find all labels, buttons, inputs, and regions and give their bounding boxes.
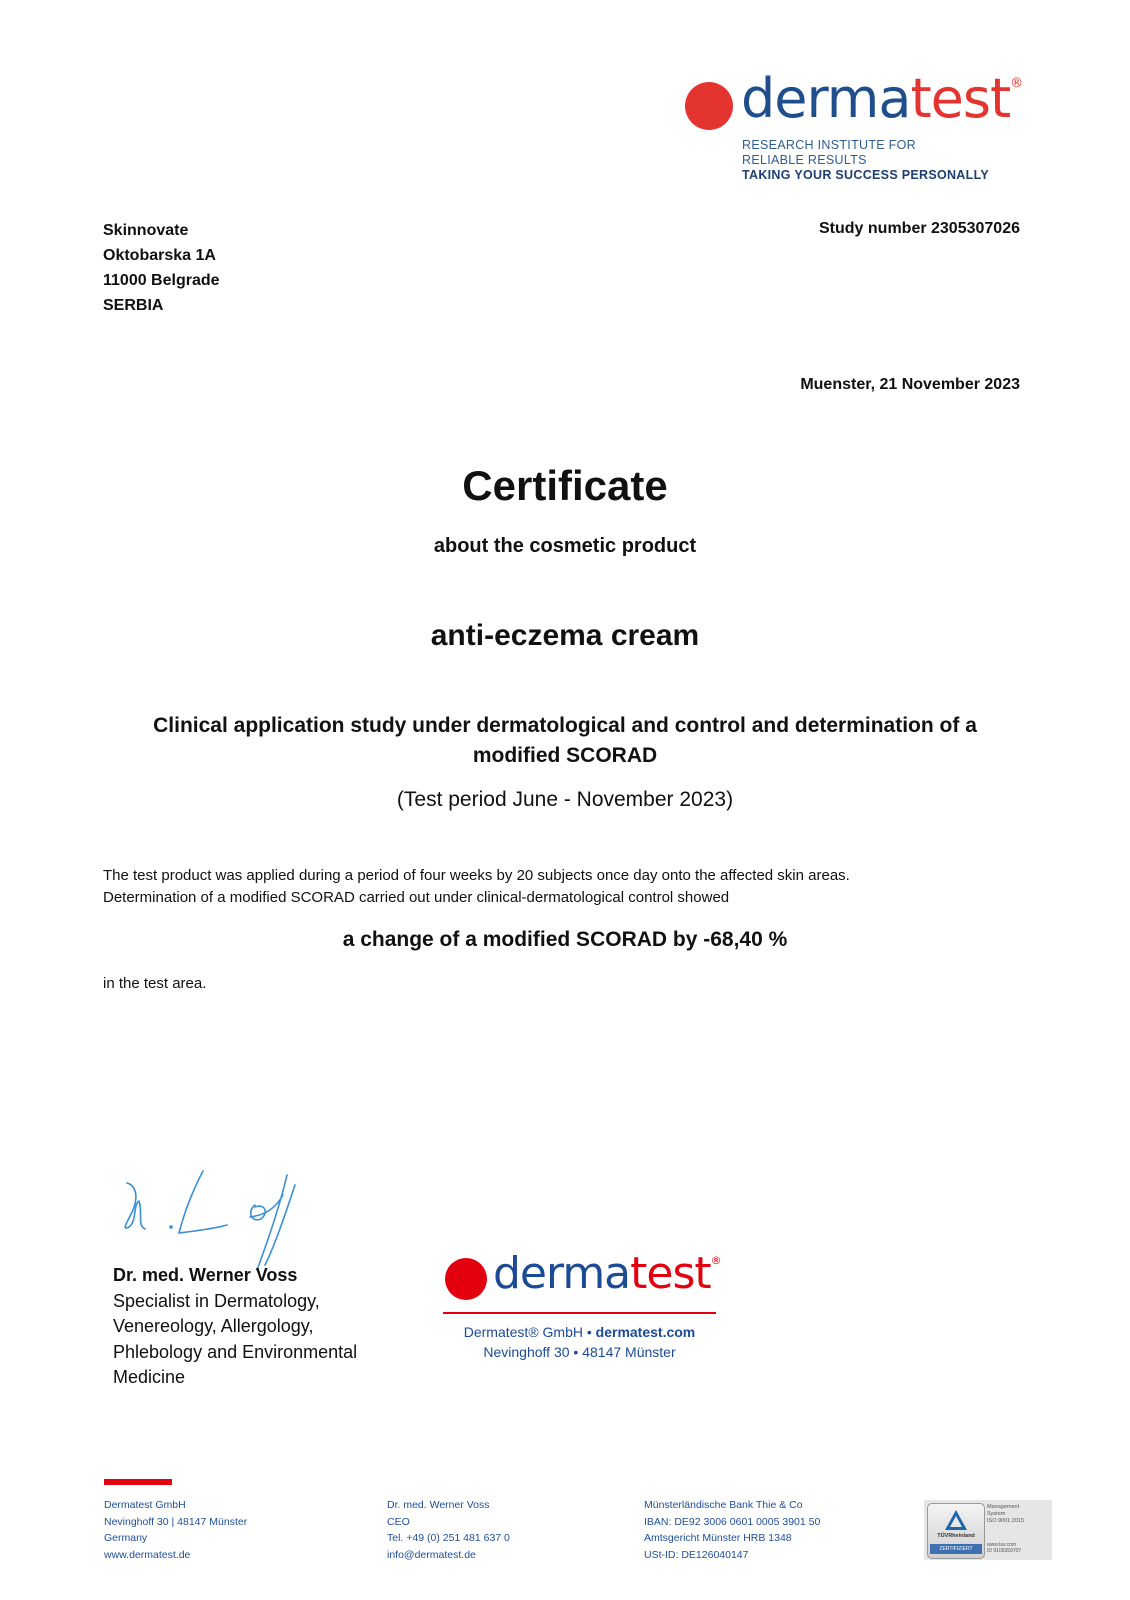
result-statement: a change of a modified SCORAD by -68,40 % [342,928,788,951]
stamp-wordmark: dermatest® [493,1248,721,1299]
product-name: anti-eczema cream [430,619,700,652]
footer-red-bar [104,1479,172,1485]
footer-bank: Münsterländische Bank Thie & Co IBAN: DE92 3006 0601 0005 3901 50 Amtsgericht Münster HRB 1348 USt-ID: DE126040147 [644,1499,821,1561]
company-stamp [443,1248,723,1362]
recipient-address: Skinnovate Oktobarska 1A 11000 Belgrade SERBIA [103,222,220,314]
stamp-red-dot-icon [445,1258,487,1300]
logo-wordmark: dermatest® [741,67,1023,130]
signatory-name: Dr. med. Werner Voss [113,1265,298,1285]
closing-text: in the test area. [103,975,207,992]
footer-ceo: Dr. med. Werner Voss CEO Tel. +49 (0) 251 481 637 0 info@dermatest.de [387,1499,510,1561]
date-line: Muenster, 21 November 2023 [800,376,1020,393]
certificate-subtitle: about the cosmetic product [433,535,697,557]
test-period: (Test period June - November 2023) [396,788,734,811]
study-number: Study number 2305307026 [819,220,1020,237]
stamp-divider [443,1312,716,1314]
stamp-address: Dermatest® GmbH • dermatest.com Nevinghoff 30 • 48147 Münster [463,1324,696,1360]
tuv-triangle-icon [944,1509,968,1531]
handwritten-signature [115,1165,315,1275]
certificate-title: Certificate [462,462,668,509]
study-title: Clinical application study under dermatological and control and determination of a modified SCORAD [153,714,977,767]
dermatest-logo [685,67,1045,188]
tuv-certification-badge: TÜVRheinland ZERTIFIZIERT Management System ISO 9001:2015 www.tuv.com ID 9105059707 [924,1500,1052,1560]
signatory-block: Dr. med. Werner Voss Specialist in Dermatology, Venereology, Allergology, Phlebology and Environmental Medicine [113,1265,358,1387]
logo-red-dot-icon [685,82,733,130]
footer-company: Dermatest GmbH Nevinghoff 30 | 48147 Münster Germany www.dermatest.de [104,1499,248,1561]
certificate-body: The test product was applied during a period of four weeks by 20 subjects once day onto the affected skin areas. Determination of a modified SCORAD carried out under clinical-dermatological control showed [103,867,850,906]
logo-tagline: RESEARCH INSTITUTE FOR RELIABLE RESULTS TAKING YOUR SUCCESS PERSONALLY [742,138,990,182]
